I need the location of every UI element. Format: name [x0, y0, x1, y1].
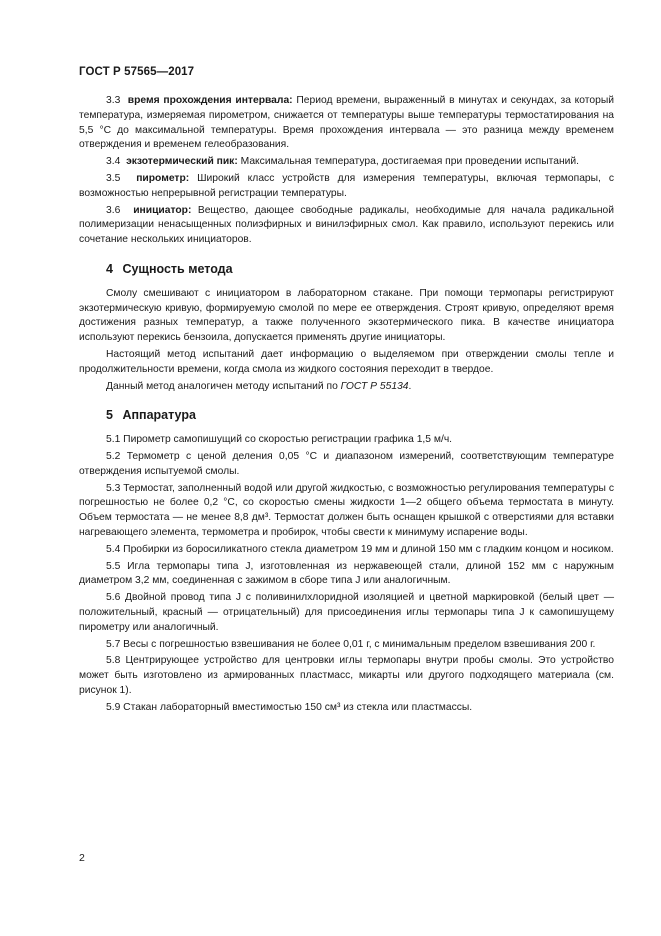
- term-number: 3.3: [106, 95, 121, 106]
- section-title: Сущность метода: [122, 261, 233, 276]
- page-content: [79, 94, 614, 717]
- term-name: экзотермический пик:: [126, 156, 238, 168]
- term-3-3: [79, 94, 614, 153]
- term-name: инициатор:: [133, 204, 192, 216]
- term-3-5: [79, 172, 614, 202]
- term-definition: Период времени, выраженный в минутах и секундах, за который температура, измеряемая пирометром, снижается от температуры выше температуры термостатирования на 5,5 °C до максимальной температуры. Время прохождения интервала — это разница между временем отверждения и временем гелеобразования.: [79, 95, 614, 151]
- standard-header: ГОСТ Р 57565—2017: [79, 66, 195, 78]
- section-number: 4: [106, 261, 113, 276]
- term-number: 3.5: [106, 172, 121, 184]
- term-3-4: [79, 155, 614, 170]
- apparatus-item-5-8: 5.8 Центрирующее устройство для центровки иглы термопары внутри пробы смолы. Это устройство может быть изготовлено из армированных пластмасс, микарты или другого подходящего материала (см. рисунок 1).: [79, 655, 614, 696]
- apparatus-item-5-3: 5.3 Термостат, заполненный водой или другой жидкостью, с возможностью регулирования температуры с погрешностью не более 0,2 °C, со скоростью смены жидкости 1—2 общего объема термостата в минуту. Объем термостата — не менее 8,8 дм³. Термостат должен быть оснащен крышкой с отверстиями для вставки нагревающего элемента, термометра и пробирок, чтобы свести к минимуму испарение воды.: [79, 482, 614, 538]
- term-number: 3.4: [106, 156, 121, 168]
- section-4-heading: [106, 262, 614, 277]
- apparatus-item-5-2: 5.2 Термометр с ценой деления 0,05 °C и диапазоном измерений, соответствующим температуре отверждения испытуемой смолы.: [79, 450, 614, 477]
- term-number: 3.6: [106, 204, 121, 216]
- apparatus-item-5-4: 5.4 Пробирки из боросиликатного стекла диаметром 19 мм и длиной 150 мм с гладким концом и носиком.: [106, 543, 614, 555]
- term-definition: Максимальная температура, достигаемая при проведении испытаний.: [237, 156, 580, 168]
- apparatus-item-5-6: 5.6 Двойной провод типа J с поливинилхлоридной изоляцией и цветной маркировкой (белый цвет — положительный, красный — отрицательный) для присоединения иглы термопары типа J к самопишущему пирометру или аналогичный.: [79, 592, 614, 633]
- apparatus-item-5-7: 5.7 Весы с погрешностью взвешивания не более 0,01 г, с минимальным пределом взвешивания 200 г.: [106, 638, 596, 650]
- standard-reference: ГОСТ Р 55134: [340, 380, 409, 392]
- page-number: 2: [79, 852, 85, 864]
- term-name: время прохождения интервала:: [127, 95, 293, 106]
- analog-suffix: .: [408, 380, 412, 392]
- term-name: пирометр:: [136, 172, 190, 184]
- term-definition: Вещество, дающее свободные радикалы, необходимые для начала радикальной полимеризации ненасыщенных полиэфирных и винилэфирных смол. Как правило, используют перекись или сочетание нескольких инициаторов.: [79, 204, 614, 246]
- term-3-6: [79, 204, 614, 248]
- section-title: Аппаратура: [122, 408, 196, 423]
- apparatus-item-5-5: 5.5 Игла термопары типа J, изготовленная из нержавеющей стали, длиной 152 мм с наружным диаметром 3,2 мм, соединенная с зажимом в сборе типа J или аналогичным.: [79, 560, 614, 587]
- section-5-heading: [106, 408, 614, 423]
- section-number: 5: [106, 408, 113, 423]
- section-4-paragraph: Смолу смешивают с инициатором в лабораторном стакане. При помощи термопары регистрируют экзотермическую кривую, формируемую смолой по мере ее отверждения. Строят кривую, определяют время достижения разных температур, а также полученного экзотермического пика. В качестве инициатора используют перекись бензоила, допускается применять другие инициаторы.: [79, 287, 614, 344]
- apparatus-item-5-1: 5.1 Пирометр самопишущий со скоростью регистрации графика 1,5 м/ч.: [106, 434, 453, 446]
- apparatus-item-5-9: 5.9 Стакан лабораторный вместимостью 150 см³ из стекла или пластмассы.: [106, 701, 473, 713]
- section-4-paragraph: Настоящий метод испытаний дает информацию о выделяемом при отверждении смолы тепле и продолжительности времени, когда смола из жидкого состояния переходит в твердое.: [79, 348, 614, 375]
- term-definition: Широкий класс устройств для измерения температуры, включая термопары, с возможностью непрерывной регистрации температуры.: [79, 172, 614, 199]
- analog-text: Данный метод аналогичен методу испытаний по: [106, 380, 341, 392]
- section-4-analog-paragraph: [79, 380, 614, 395]
